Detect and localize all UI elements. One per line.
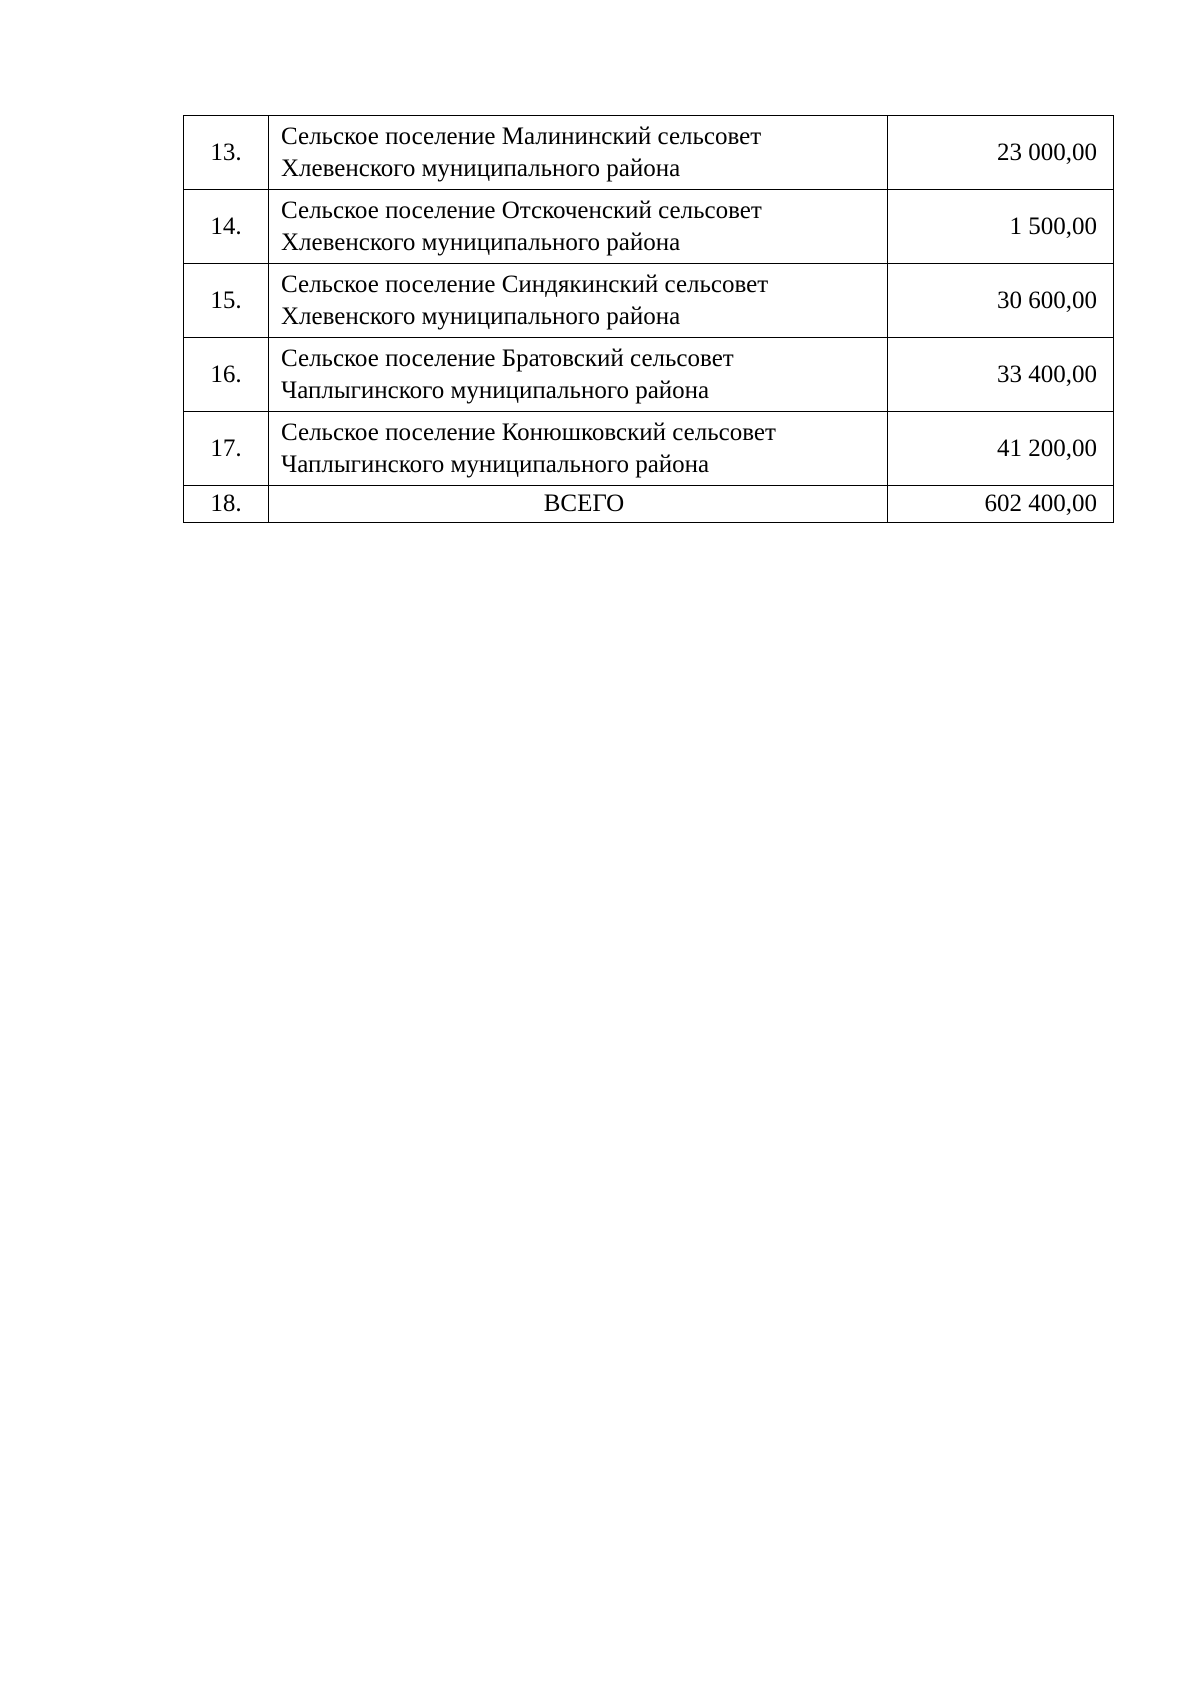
district-name-line: Чаплыгинского муниципального района — [281, 376, 710, 404]
amount-value: 1 500,00 — [888, 190, 1114, 264]
settlement-name-line: Сельское поселение Братовский сельсовет — [281, 344, 734, 372]
amount-value: 41 200,00 — [888, 412, 1114, 486]
settlement-name — [269, 190, 888, 264]
table-row — [184, 264, 1114, 338]
district-name-line: Чаплыгинского муниципального района — [281, 450, 710, 478]
amount-value: 33 400,00 — [888, 338, 1114, 412]
row-number: 16. — [184, 338, 269, 412]
settlement-name-line: Сельское поселение Малининский сельсовет — [281, 122, 762, 150]
district-name-line: Хлевенского муниципального района — [281, 228, 681, 256]
total-row — [184, 486, 1114, 523]
district-name-line: Хлевенского муниципального района — [281, 302, 681, 330]
row-number: 17. — [184, 412, 269, 486]
settlement-name-line: Сельское поселение Отскоченский сельсовет — [281, 196, 762, 224]
table-row — [184, 412, 1114, 486]
settlement-name-line: Сельское поселение Синдякинский сельсовет — [281, 270, 769, 298]
settlement-name — [269, 264, 888, 338]
row-number: 13. — [184, 116, 269, 190]
allocation-table — [183, 115, 1114, 523]
amount-value: 23 000,00 — [888, 116, 1114, 190]
settlement-name-line: Сельское поселение Конюшковский сельсовет — [281, 418, 776, 446]
row-number: 18. — [184, 486, 269, 523]
row-number: 14. — [184, 190, 269, 264]
total-label: ВСЕГО — [269, 486, 888, 523]
settlement-name — [269, 412, 888, 486]
table-row — [184, 338, 1114, 412]
row-number: 15. — [184, 264, 269, 338]
total-amount: 602 400,00 — [888, 486, 1114, 523]
settlement-name — [269, 338, 888, 412]
table-row — [184, 190, 1114, 264]
amount-value: 30 600,00 — [888, 264, 1114, 338]
table-row — [184, 116, 1114, 190]
settlement-name — [269, 116, 888, 190]
district-name-line: Хлевенского муниципального района — [281, 154, 681, 182]
